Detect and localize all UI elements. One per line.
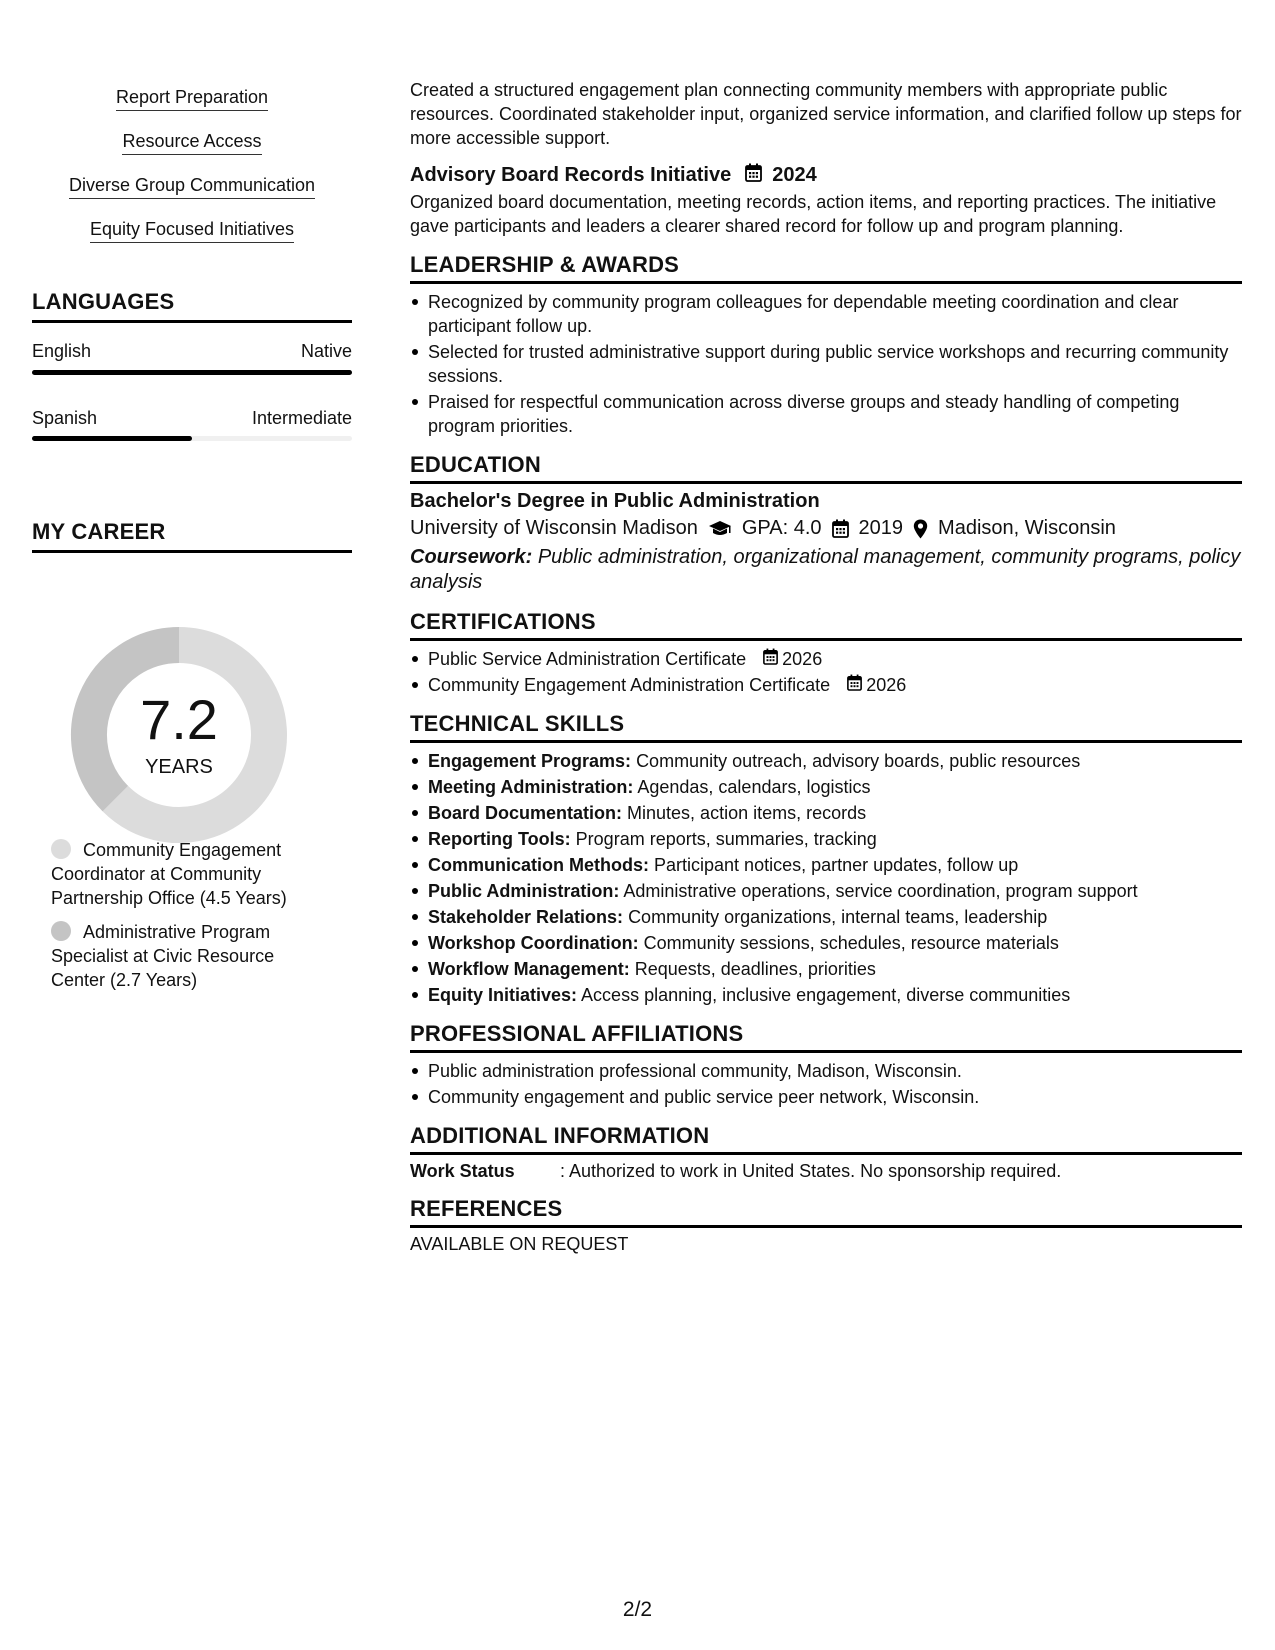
skill-label: Reporting Tools: <box>428 829 571 849</box>
affiliations-list <box>410 1059 1242 1109</box>
education-heading: EDUCATION <box>410 452 1242 484</box>
languages-heading: LANGUAGES <box>32 289 352 323</box>
leadership-list <box>410 290 1242 438</box>
list-item <box>410 775 1242 799</box>
list-item: Praised for respectful communication across diverse groups and steady handling of competing program priorities. <box>410 390 1242 438</box>
certification-name: Community Engagement Administration Certificate <box>428 675 831 695</box>
project-title-row <box>410 163 1242 188</box>
graduation-cap-icon <box>708 520 732 538</box>
list-item: Community engagement and public service peer network, Wisconsin. <box>410 1085 1242 1109</box>
career-legend-item <box>51 838 311 910</box>
degree-title: Bachelor's Degree in Public Administration <box>410 490 820 512</box>
additional-info-heading: ADDITIONAL INFORMATION <box>410 1123 1242 1155</box>
calendar-icon <box>745 163 762 188</box>
list-item <box>410 905 1242 929</box>
graduation-year: 2019 <box>858 517 904 539</box>
legend-dot <box>51 921 71 941</box>
coursework <box>410 545 1242 595</box>
leadership-heading: LEADERSHIP & AWARDS <box>410 252 1242 284</box>
language-row <box>32 408 352 429</box>
page-number: 2/2 <box>622 1598 653 1621</box>
language-bar <box>32 370 352 375</box>
skill-value: Requests, deadlines, priorities <box>634 959 876 979</box>
skill-value: Community outreach, advisory boards, public resources <box>636 751 1081 771</box>
skill-value: Participant notices, partner updates, follow up <box>654 855 1019 875</box>
language-bar-fill <box>32 370 352 375</box>
skill-label: Meeting Administration: <box>428 777 634 797</box>
skill-label: Board Documentation: <box>428 803 623 823</box>
certifications-list <box>410 647 1242 697</box>
list-item <box>410 647 1242 671</box>
skill-tag: Resource Access <box>122 130 261 155</box>
list-item <box>410 931 1242 955</box>
list-item <box>410 983 1242 1007</box>
language-row <box>32 341 352 362</box>
language-name: Spanish <box>32 408 98 428</box>
school-location: Madison, Wisconsin <box>938 517 1116 539</box>
project-description: Organized board documentation, meeting records, action items, and reporting practices. The initiative gave participants and leaders a clearer shared record for follow up and program planning. <box>410 192 1217 236</box>
skill-label: Stakeholder Relations: <box>428 907 624 927</box>
skill-label: Communication Methods: <box>428 855 649 875</box>
skill-tag: Equity Focused Initiatives <box>90 218 294 243</box>
project-year: 2024 <box>772 164 817 186</box>
gpa: GPA: 4.0 <box>741 517 822 539</box>
skill-tag: Diverse Group Communication <box>69 174 315 199</box>
skill-value: Program reports, summaries, tracking <box>575 829 877 849</box>
language-level: Native <box>300 341 352 361</box>
list-item <box>410 673 1242 697</box>
career-total-years: 7.2 <box>140 688 218 751</box>
project-description: Created a structured engagement plan connecting community members with appropriate public resources. Coordinated stakeholder input, organized service information, and clarified follow up steps for more accessible support. <box>410 80 1242 148</box>
donut-center <box>66 622 292 848</box>
career-legend-text: Administrative Program Specialist at Civic Resource Center (2.7 Years) <box>51 922 275 990</box>
calendar-icon <box>763 647 782 671</box>
certification-year: 2026 <box>782 649 823 669</box>
list-item <box>410 801 1242 825</box>
list-item <box>410 827 1242 851</box>
list-item <box>410 879 1242 903</box>
career-donut-chart <box>66 622 292 848</box>
skill-value: Agendas, calendars, logistics <box>637 777 871 797</box>
technical-skills-heading: TECHNICAL SKILLS <box>410 711 1242 743</box>
certification-date <box>763 647 822 671</box>
career-total-unit: YEARS <box>145 756 213 778</box>
legend-dot <box>51 839 71 859</box>
language-name: English <box>32 341 92 361</box>
list-item: Recognized by community program colleagues for dependable meeting coordination and clear participant follow up. <box>410 290 1242 338</box>
project-title: Advisory Board Records Initiative <box>410 164 732 186</box>
main-content <box>410 78 1242 1255</box>
career-legend-item <box>51 920 311 992</box>
list-item <box>410 749 1242 773</box>
skill-value: Minutes, action items, records <box>627 803 867 823</box>
coursework-label: Coursework: <box>410 546 533 568</box>
skill-value: Administrative operations, service coordination, program support <box>623 881 1138 901</box>
list-item <box>410 957 1242 981</box>
technical-skills-list <box>410 749 1242 1007</box>
calendar-icon <box>832 519 849 538</box>
skill-value: Community sessions, schedules, resource materials <box>643 933 1059 953</box>
language-bar <box>32 436 352 441</box>
language-bar-fill <box>32 436 192 441</box>
skill-label: Equity Initiatives: <box>428 985 578 1005</box>
school-name: University of Wisconsin Madison <box>410 517 698 539</box>
skill-value: Community organizations, internal teams, leadership <box>628 907 1048 927</box>
career-legend-text: Community Engagement Coordinator at Community Partnership Office (4.5 Years) <box>51 840 287 908</box>
skill-label: Workshop Coordination: <box>428 933 639 953</box>
skill-label: Public Administration: <box>428 881 620 901</box>
certification-date <box>847 673 906 697</box>
skill-label: Engagement Programs: <box>428 751 632 771</box>
map-pin-icon <box>913 519 928 539</box>
references-heading: REFERENCES <box>410 1196 1242 1228</box>
skill-value: Access planning, inclusive engagement, diverse communities <box>581 985 1071 1005</box>
list-item: Public administration professional community, Madison, Wisconsin. <box>410 1059 1242 1083</box>
certification-year: 2026 <box>866 675 907 695</box>
coursework-text: Public administration, organizational management, community programs, policy analysis <box>410 546 1241 593</box>
work-status-value: : Authorized to work in United States. No sponsorship required. <box>560 1161 1062 1181</box>
skill-label: Workflow Management: <box>428 959 630 979</box>
certifications-heading: CERTIFICATIONS <box>410 609 1242 641</box>
references-value: AVAILABLE ON REQUEST <box>410 1234 629 1254</box>
education-details <box>410 517 1242 540</box>
work-status-label: Work Status <box>410 1161 515 1181</box>
skill-tags <box>32 86 352 262</box>
affiliations-heading: PROFESSIONAL AFFILIATIONS <box>410 1021 1242 1053</box>
language-level: Intermediate <box>251 408 352 428</box>
list-item <box>410 853 1242 877</box>
work-status-row <box>410 1161 1242 1182</box>
skill-tag: Report Preparation <box>116 86 268 111</box>
certification-name: Public Service Administration Certificate <box>428 649 747 669</box>
career-heading: MY CAREER <box>32 519 352 553</box>
list-item: Selected for trusted administrative support during public service workshops and recurring community sessions. <box>410 340 1242 388</box>
calendar-icon <box>847 673 866 697</box>
